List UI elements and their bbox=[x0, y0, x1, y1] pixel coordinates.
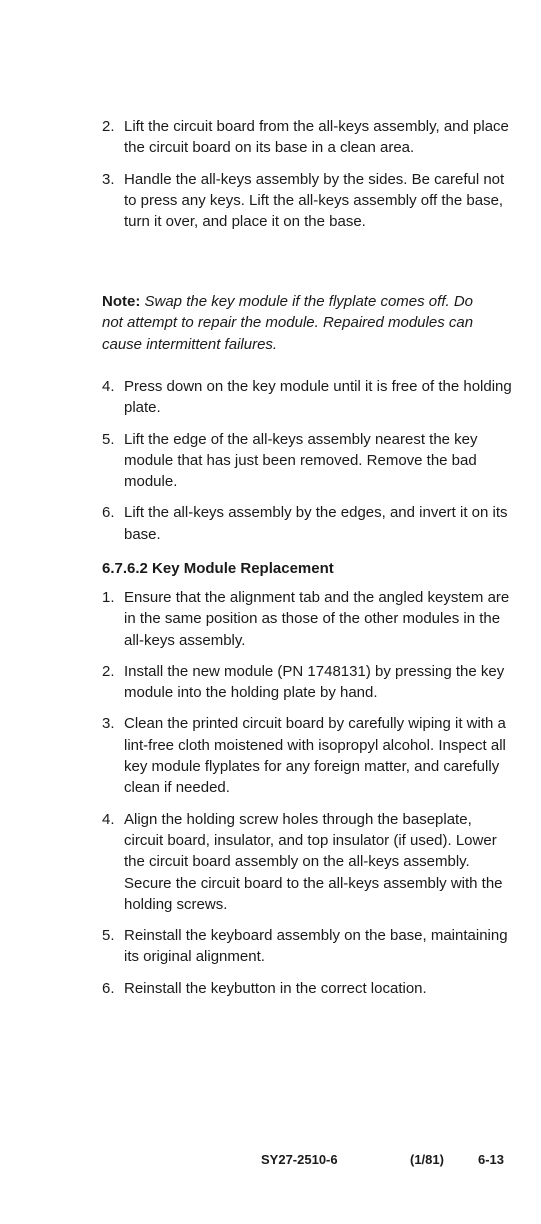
list-item bbox=[102, 713, 512, 798]
step-text: Install the new module (PN 1748131) by pressing the key module into the holding plate by hand. bbox=[124, 662, 505, 702]
step-number: 3. bbox=[102, 715, 115, 733]
removal-steps-list bbox=[102, 116, 512, 232]
list-item bbox=[102, 978, 512, 999]
step-number: 1. bbox=[102, 589, 115, 606]
step-text: Handle the all-keys assembly by the sides. Be careful not to press any keys. Lift the all-keys assembly off the base, turn it over, and place it on the base. bbox=[124, 170, 505, 231]
step-text: Lift the edge of the all-keys assembly nearest the key module that has just been removed. Remove the bad module. bbox=[124, 430, 478, 491]
step-text: Lift the circuit board from the all-keys assembly, and place the circuit board on its base in a clean area. bbox=[124, 118, 509, 157]
note-label: Note: bbox=[102, 293, 141, 310]
page-number: 6-13 bbox=[478, 1152, 505, 1167]
list-item bbox=[102, 809, 512, 915]
step-number: 2. bbox=[102, 118, 115, 135]
step-text: Ensure that the alignment tab and the angled keystem are in the same position as those of the other modules in the all-keys assembly. bbox=[124, 589, 510, 649]
note-block bbox=[102, 291, 492, 355]
step-number: 3. bbox=[102, 170, 115, 188]
step-number: 6. bbox=[102, 504, 115, 522]
list-item bbox=[102, 502, 512, 545]
section-heading: 6.7.6.2 Key Module Replacement bbox=[102, 560, 334, 577]
list-item bbox=[102, 169, 512, 233]
step-text: Clean the printed circuit board by carefully wiping it with a lint-free cloth moistened with isopropyl alcohol. Inspect all key module flyplates for any foreign matter, and carefully clean if needed. bbox=[124, 715, 506, 797]
removal-steps-list-continued bbox=[102, 376, 512, 545]
step-number: 4. bbox=[102, 378, 115, 395]
list-item bbox=[102, 587, 512, 651]
note-text: Swap the key module if the flyplate comes off. Do not attempt to repair the module. Repaired modules can cause intermittent failures. bbox=[102, 293, 474, 353]
list-item bbox=[102, 661, 512, 704]
list-item bbox=[102, 925, 512, 968]
step-number: 5. bbox=[102, 430, 115, 448]
step-text: Lift the all-keys assembly by the edges, and invert it on its base. bbox=[124, 504, 508, 543]
step-number: 6. bbox=[102, 979, 115, 997]
list-item bbox=[102, 429, 512, 493]
revision-date: (1/81) bbox=[410, 1152, 444, 1167]
step-text: Align the holding screw holes through the baseplate, circuit board, insulator, and top insulator (if used). Lower the circuit board assembly on the all-keys assembly. Secure the circuit board to the all-keys assembly with the holding screws. bbox=[124, 810, 503, 913]
replacement-steps-list bbox=[102, 587, 512, 999]
step-number: 4. bbox=[102, 810, 115, 828]
list-item bbox=[102, 376, 512, 419]
step-text: Reinstall the keybutton in the correct location. bbox=[124, 979, 427, 997]
list-item bbox=[102, 116, 512, 159]
step-number: 2. bbox=[102, 662, 115, 680]
document-number: SY27-2510-6 bbox=[261, 1152, 338, 1167]
step-text: Reinstall the keyboard assembly on the base, maintaining its original alignment. bbox=[124, 927, 508, 966]
step-text: Press down on the key module until it is free of the holding plate. bbox=[124, 378, 512, 417]
step-number: 5. bbox=[102, 927, 115, 945]
